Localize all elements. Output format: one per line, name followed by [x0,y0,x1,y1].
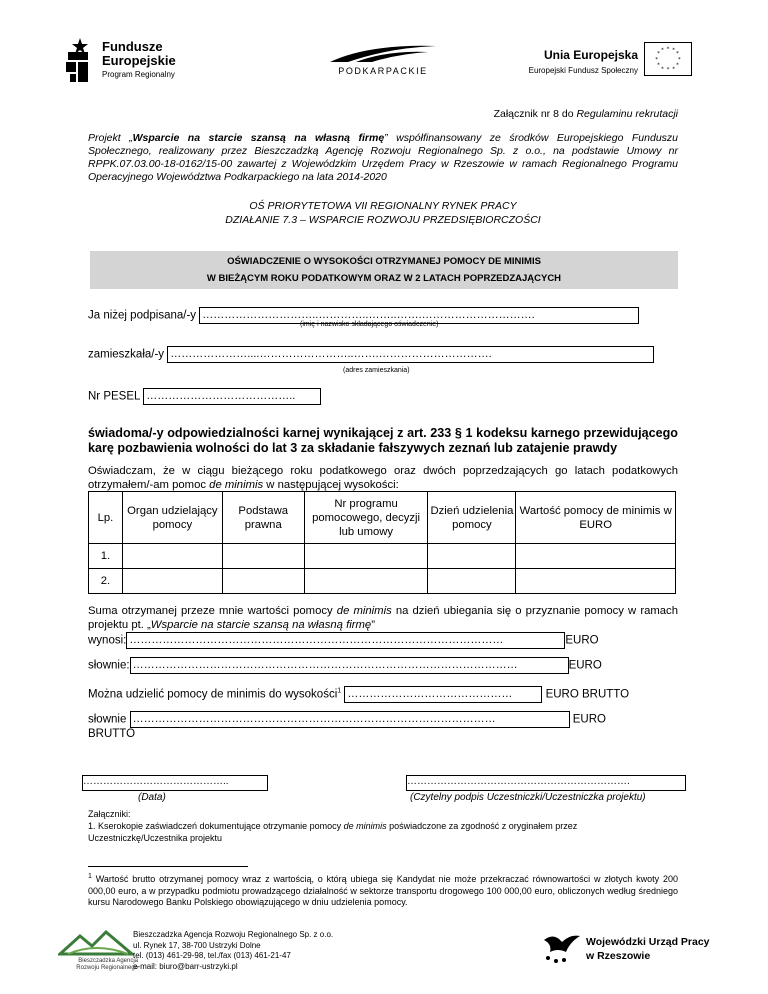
attachment-text-a: 1. Kserokopie zaświadczeń dokumentujące otrzymanie pomocy [88,821,344,831]
svg-text:*: * [676,62,679,69]
liability-statement: świadoma/-y odpowiedzialności karnej wynikającej z art. 233 § 1 kodeksu karnego przewidującego karę pozbawienia wolności do lat 3 za składanie fałszywych zeznań lub zatajenie prawdy [88,426,678,455]
sum-p2: na dzień ubiegania się o przyznanie pomocy w ramach projektu pt. „ [88,605,678,631]
name-hint: (imię i nazwisko składającego oświadczenie) [300,321,439,328]
svg-text:*: * [660,47,664,54]
max-words-label: słownie [88,713,127,726]
table-row [89,544,676,569]
max-words-unit: EURO [572,713,606,726]
declaration-p1: Oświadczam, że w ciągu bieżącego roku podatkowego oraz dwóch poprzedzających go latach podatkowych otrzymałem/-am pomoc [88,465,678,491]
address-row [88,346,654,363]
svg-text:*: * [676,51,679,58]
amount-words-unit: EURO [568,659,602,672]
priority-axis [88,199,678,227]
svg-text:*: * [657,51,660,58]
fe-star-icon [66,38,96,82]
table-header: Nr programu pomocowego, decyzji lub umowy [304,492,428,544]
project-title: Wsparcie na starcie szansą na własną firmę [132,132,385,144]
fe-subtitle: Program Regionalny [102,70,175,79]
amount-unit: EURO [565,634,599,647]
footnote [88,871,678,909]
form-title-line2: W BIEŻĄCYM ROKU PODATKOWYM ORAZ W 2 LATACH POPRZEDZAJĄCYCH [206,273,562,284]
podkarpackie-logo [308,42,458,82]
form-title [90,251,678,289]
table-header: Lp. [89,492,123,544]
axis-line1: OŚ PRIORYTETOWA VII REGIONALNY RYNEK PRACY [249,200,517,212]
table-cell[interactable] [122,544,222,569]
table-cell[interactable] [222,569,304,594]
footer-addr-line1: Bieszczadzka Agencja Rozwoju Regionalnego Sp. z o.o. [133,930,334,939]
table-cell[interactable] [122,569,222,594]
project-intro-p2: ” współfinansowany ze środków Europejskiego Funduszu Społecznego, realizowany przez Bieszczadzką Agencję Rozwoju Regionalnego Sp. z o.o., na podstawie Umowy nr RPPK.07.03.00-18-0162/15-00 zawartej z Wojewódzkim Urzędem Pracy w Rzeszowie w ramach Regionalnego Programu Operacyjnego Województwa Podkarpackiego na lata 2014-2020 [88,132,678,183]
svg-text:*: * [672,66,676,73]
address-field[interactable]: …………………....……………………..…….…………………………. [167,346,654,363]
amount-label: wynosi: [88,634,127,647]
attachment-text-b: poświadczone za zgodność z oryginałem przez Uczestniczkę/Uczestnika projektu [88,821,578,843]
svg-text:*: * [666,67,670,74]
wup-bird-icon [540,930,582,966]
annex-reference [88,108,678,120]
table-cell: 2. [89,569,123,594]
pesel-field[interactable]: ………………………………….. [143,388,321,405]
unia-europejska-logo [520,40,710,80]
table-cell[interactable] [222,544,304,569]
sum-italic2: Wsparcie na starcie szansą na własną firmę [150,619,372,631]
table-header: Organ udzielający pomocy [122,492,222,544]
aid-table [88,491,676,594]
wup-line1: Wojewódzki Urząd Pracy [586,936,710,948]
footnote-divider [88,866,248,867]
pesel-label: Nr PESEL [88,390,140,403]
svg-text:*: * [660,66,664,73]
footer-email[interactable]: e-mail: biuro@barr-ustrzyki.pl [133,961,238,971]
footnote-text: Wartość brutto otrzymanej pomocy wraz z wartością, o którą ubiega się Kandydat nie może przekraczać równowartości w złotych kwoty 200 000,00 euro, a w przypadku podmiotu prowadzącego działalność w sektorze transportu drogowego 100 000,00 euro, obliczonych według średniego kursu Narodowego Banku Polskiego obowiązującego w dniu udzielenia pomocy. [88,874,678,907]
svg-text:*: * [655,56,659,63]
footnote-number: 1 [88,873,92,880]
axis-line2: DZIAŁANIE 7.3 – WSPARCIE ROZWOJU PRZEDSIĘBIORCZOŚCI [225,214,541,226]
wup-logo [540,928,720,972]
signature-field[interactable]: …………………………………………………………. [406,775,686,791]
table-cell[interactable] [516,569,676,594]
address-hint: (adres zamieszkania) [343,367,410,374]
sum-italic1: de minimis [336,605,392,617]
amount-words-row [88,657,602,674]
amount-words-label: słownie: [88,659,130,672]
ue-title: Unia Europejska [543,48,638,62]
amount-words-field[interactable]: …………………………………………………………………………………………… [130,657,569,674]
table-cell: 1. [89,544,123,569]
annex-doc-name: Regulaminu rekrutacji [576,108,678,120]
barr-logo-text [58,958,138,972]
max-label: Można udzielić pomocy de minimis do wysokości [88,688,338,701]
max-words-row [88,711,678,740]
date-field[interactable]: …………………………………….. [82,775,268,791]
max-row [88,686,629,703]
form-title-line1: OŚWIADCZENIE O WYSOKOŚCI OTRZYMANEJ POMOCY DE MINIMIS [227,256,541,267]
barr-logo-line1: Bieszczadzka Agencja [78,958,138,964]
svg-text:*: * [677,56,681,63]
attachment-item [88,820,678,844]
table-header: Dzień udzielenia pomocy [428,492,516,544]
pesel-row [88,388,321,405]
barr-logo-line2: Rozwoju Regionalnego [76,965,138,971]
ue-subtitle: Europejski Fundusz Społeczny [528,66,638,75]
fe-title-line1: Fundusze [102,39,163,54]
table-cell[interactable] [428,569,516,594]
amount-field[interactable]: ………………………………………………………………………………………… [126,632,565,649]
name-field[interactable]: …………………………..…………..……..…….…………………………. [199,307,639,324]
barr-logo [58,928,138,984]
wup-line2: w Rzeszowie [586,950,651,962]
table-header-row [89,492,676,544]
mountains-icon [58,928,134,956]
fundusze-europejskie-logo [66,38,206,88]
table-header: Wartość pomocy de minimis w EURO [516,492,676,544]
declaration-p2: w następującej wysokości: [263,479,399,491]
attachments [88,808,678,844]
svg-text:*: * [666,46,670,53]
address-label: zamieszkała/-y [88,348,165,361]
signature-label: (Czytelny podpis Uczestniczki/Uczestniczka projektu) [410,792,646,803]
max-field[interactable]: ……………………………………… [344,686,542,703]
table-cell[interactable] [428,544,516,569]
date-label: (Data) [138,792,166,803]
podkarpackie-name: PODKARPACKIE [338,66,428,76]
table-row [89,569,676,594]
footer-addr-line3: tel. (013) 461-29-98, tel./fax (013) 461-21-47 [133,951,291,960]
declaration-text [88,464,678,492]
footnote-ref: 1 [337,687,342,695]
amount-row [88,632,599,649]
footer-address [133,930,333,972]
attachments-title: Załączniki: [88,809,131,819]
eu-flag-icon [644,42,692,76]
project-intro [88,132,678,184]
footer-addr-line2: ul. Rynek 17, 38-700 Ustrzyki Dolne [133,940,261,950]
max-words-field[interactable]: ……………………………………………………………………………………… [130,711,570,728]
table-cell[interactable] [304,569,428,594]
name-label: Ja niżej podpisana/-y [88,309,197,322]
project-intro-p1: Projekt „ [88,132,133,144]
fe-title-line2: Europejskie [102,53,176,68]
table-header: Podstawa prawna [222,492,304,544]
svg-text:*: * [657,62,660,69]
podkarpackie-swoosh-icon [328,42,438,64]
annex-prefix: Załącznik nr 8 do [493,108,577,120]
table-cell[interactable] [516,544,676,569]
sum-p3: ” [371,619,375,631]
attachment-text-italic: de minimis [343,821,387,831]
max-unit: EURO BRUTTO [545,688,630,701]
max-words-brutto: BRUTTO [88,728,136,740]
svg-text:*: * [672,47,676,54]
sum-p1: Suma otrzymanej przeze mnie wartości pomocy [88,605,337,617]
sum-text [88,604,678,632]
declaration-italic: de minimis [209,479,264,491]
table-cell[interactable] [304,544,428,569]
